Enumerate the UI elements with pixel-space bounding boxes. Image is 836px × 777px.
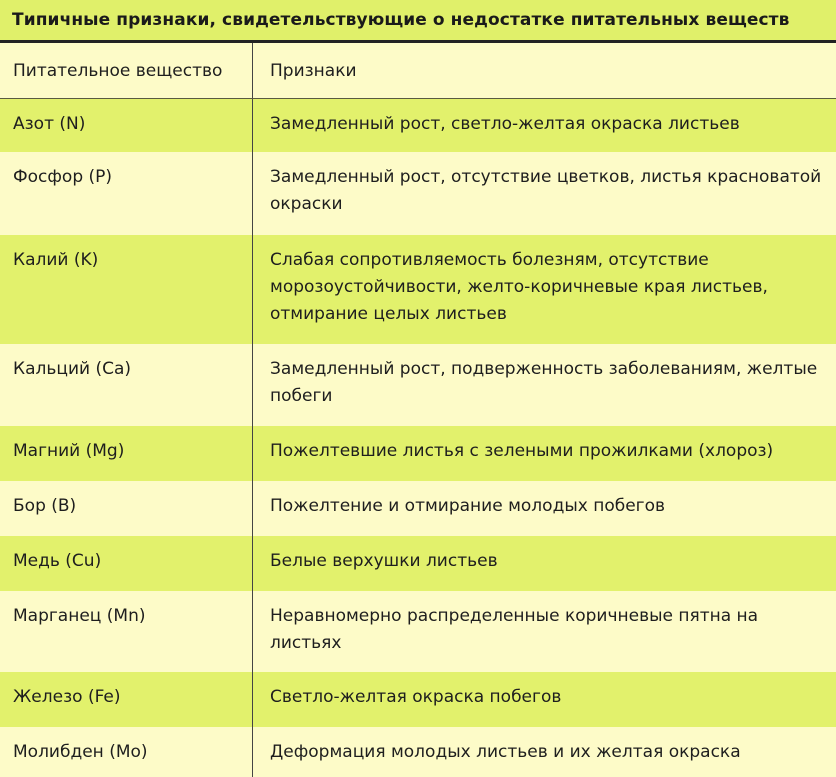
table-row bbox=[0, 727, 836, 777]
table-row bbox=[0, 591, 836, 672]
table-row bbox=[0, 152, 836, 235]
table-row bbox=[0, 672, 836, 727]
nutrient-cell: Фосфор (P) bbox=[0, 152, 253, 235]
nutrient-cell: Железо (Fe) bbox=[0, 672, 253, 727]
signs-cell: Неравномерно распределенные коричневые пятна на листьях bbox=[270, 606, 759, 653]
signs-cell: Деформация молодых листьев и их желтая окраска bbox=[270, 742, 741, 762]
table-header-row bbox=[0, 43, 836, 99]
nutrient-cell: Марганец (Mn) bbox=[0, 591, 253, 672]
nutrient-cell: Молибден (Mo) bbox=[0, 727, 253, 777]
nutrient-cell: Калий (K) bbox=[0, 235, 253, 344]
signs-cell: Замедленный рост, светло-желтая окраска листьев bbox=[270, 114, 740, 134]
table-row bbox=[0, 99, 836, 152]
table-row bbox=[0, 235, 836, 344]
signs-cell: Белые верхушки листьев bbox=[270, 551, 498, 571]
nutrient-cell: Кальций (Ca) bbox=[0, 344, 253, 426]
signs-cell: Пожелтение и отмирание молодых побегов bbox=[270, 496, 666, 516]
table-title-bar bbox=[0, 0, 836, 43]
table-row bbox=[0, 344, 836, 426]
table-row bbox=[0, 426, 836, 481]
nutrient-cell: Бор (B) bbox=[0, 481, 253, 536]
table-row bbox=[0, 481, 836, 536]
header-nutrient: Питательное вещество bbox=[0, 43, 253, 98]
table-title: Типичные признаки, свидетельствующие о недостатке питательных веществ bbox=[12, 10, 790, 30]
signs-cell: Слабая сопротивляемость болезням, отсутствие морозоустойчивости, желто-коричневые края листьев, отмирание целых листьев bbox=[270, 250, 768, 324]
nutrient-cell: Магний (Mg) bbox=[0, 426, 253, 481]
signs-cell: Пожелтевшие листья с зелеными прожилками (хлороз) bbox=[270, 441, 774, 461]
table-row bbox=[0, 536, 836, 591]
signs-cell: Светло-желтая окраска побегов bbox=[270, 687, 562, 707]
signs-cell: Замедленный рост, подверженность заболеваниям, желтые побеги bbox=[270, 359, 818, 406]
signs-cell: Замедленный рост, отсутствие цветков, листья красноватой окраски bbox=[270, 167, 822, 214]
nutrient-cell: Медь (Cu) bbox=[0, 536, 253, 591]
header-signs: Признаки bbox=[270, 60, 357, 81]
nutrient-cell: Азот (N) bbox=[0, 99, 253, 152]
